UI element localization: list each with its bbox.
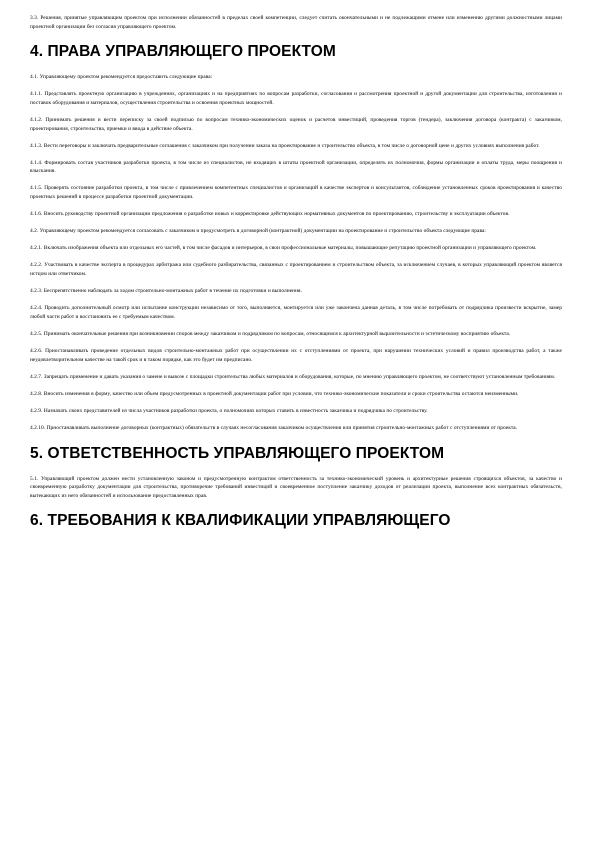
paragraph-4-2-9: 4.2.9. Назначать своих представителей из числа участников разработки проекта, о полномочиях которых ставить в известность заказчика и подрядчика по строительству. (30, 407, 428, 414)
paragraph-4-2-4: 4.2.4. Проводить дополнительный осмотр или испытание конструкции независимо от того, выполняется, монтируется или уже закончена данная деталь, в том числе потребовать от подрядчика произвести вскрытие, замер любой части работ и восстановить ее с требуемым качеством. (30, 305, 562, 320)
paragraph-4-2-6: 4.2.6. Приостанавливать проведение отдельных видов строительно-монтажных работ при осуществлении их с отступлениями от проекта, при нарушении технических условий и правил производства работ, а также неудовлетворительном качестве на такой срок и в таком порядке, как это будет им предписано. (30, 347, 562, 363)
paragraph-4-2-2: 4.2.2. Участвовать в качестве эксперта в процедурах арбитража или судебного разбирательства, связанных с проектированием и строительством объекта, за исключением случаев, в которых управляющий проектом является истцом или ответчиком. (30, 262, 562, 277)
paragraph-4-1-6: 4.1.6. Вносить руководству проектной организации предложения о разработке новых и корректировке действующих нормативных документов по проектированию, строительству и эксплуатации объектов. (30, 211, 510, 218)
paragraph-4-1: 4.1. Управляющему проектом рекомендуется предоставить следующие права: (30, 74, 213, 81)
section-6-heading: 6. ТРЕБОВАНИЯ К КВАЛИФИКАЦИИ УПРАВЛЯЮЩЕГО (30, 512, 451, 530)
paragraph-4-2-7: 4.2.7. Запрещать применение и давать указания о замене и вывозе с площадки строительства любых материалов и оборудования, которые, по мнению управляющего проектом, не соответствуют установленным требованиям. (30, 373, 556, 380)
paragraph-4-1-4: 4.1.4. Формировать состав участников разработки проекта, в том числе из специалистов, не входящих в штаты проектной организации, определять их полномочия, формы организации и оплаты труда, меры поощрения и взыскания. (30, 159, 562, 175)
paragraph-4-1-1: 4.1.1. Представлять проектную организацию в учреждениях, организациях и на предприятиях по вопросам разработки, согласования и рассмотрения проектной и другой документации для строительства, изготовления и поставок оборудования и материалов, осуществления строительства и освоения проектных мощностей. (30, 91, 562, 106)
paragraph-4-2-5: 4.2.5. Принимать окончательные решения при возникновении споров между заказчиком и подрядчиком по вопросам, относящимся к архитектурной выразительности и эстетическому восприятию объекта. (30, 330, 511, 337)
paragraph-4-1-2: 4.1.2. Принимать решения и вести переписку за своей подписью по вопросам технико-экономических оценок и расчетов инвестиций, проведения торгов (тендера), заключения договора (контракта) с заказчиком, проектирования, строительства, приемки и ввода в действие объекта. (30, 116, 562, 132)
paragraph-4-2-10: 4.2.10. Приостанавливать выполнение договорных (контрактных) обязательств в случаях несогласования заказчиком осуществления или принятия строительно-монтажных работ с отступлениями от проекта. (30, 424, 518, 431)
document-body (30, 14, 562, 542)
paragraph-4-2: 4.2. Управляющему проектом рекомендуется согласовать с заказчиком и предусмотреть в договорной (контрактной) документации на проектирование и строительство объекта следующие права: (30, 228, 486, 235)
paragraph-5-1: 5.1. Управляющий проектом должен нести установленную законом и предусмотренную контрактом ответственность за технико-экономический уровень и архитектурные решения строящихся объектов, за качество и своевременную разработку документации для строительства, противоречие требований инвестиций и своевременное поступление заказчику доходов от реализации проекта, выполнение всех контрактных обязательств, вытекающих из него обязанностей и использование предоставленных прав. (30, 475, 562, 499)
section-4-heading: 4. ПРАВА УПРАВЛЯЮЩЕГО ПРОЕКТОМ (30, 43, 336, 61)
paragraph-4-2-3: 4.2.3. Беспрепятственно наблюдать за ходом строительно-монтажных работ в течение их подготовки и выполнения. (30, 288, 302, 295)
paragraph-4-2-8: 4.2.8. Вносить изменения в форму, качество или объем предусмотренных в проектной документации работ при условии, что технико-экономические показатели и сроки строительства остаются неизменными. (30, 390, 519, 397)
paragraph-4-1-5: 4.1.5. Проверять состояние разработки проекта, в том числе с привлечением компетентных специалистов и организаций в качестве экспертов и консультантов, соблюдение установленных сроков проектирования и качество проектных решений в процессе разработки проектной документации. (30, 185, 562, 201)
paragraph-3-3: 3.3. Решения, принятые управляющим проектом при исполнении обязанностей в пределах своей компетенции, следует считать окончательными и не подлежащими отмене или изменению другими должностными лицами проектной организации без согласия управляющего проектом. (30, 15, 562, 30)
section-5-heading: 5. ОТВЕТСТВЕННОСТЬ УПРАВЛЯЮЩЕГО ПРОЕКТОМ (30, 444, 445, 462)
paragraph-4-1-3: 4.1.3. Вести переговоры и заключать предварительные соглашения с заказчиком при получении заказа на проектирование и строительство объекта, в том числе о договорной цене и других условиях выполнения работ. (30, 142, 540, 149)
paragraph-4-2-1: 4.2.1. Включать изображения объекта или отдельных его частей, в том числе фасадов и интерьеров, в свои профессиональные материалы, повышающие репутацию проектной организации и управляющего проектом. (30, 245, 537, 252)
